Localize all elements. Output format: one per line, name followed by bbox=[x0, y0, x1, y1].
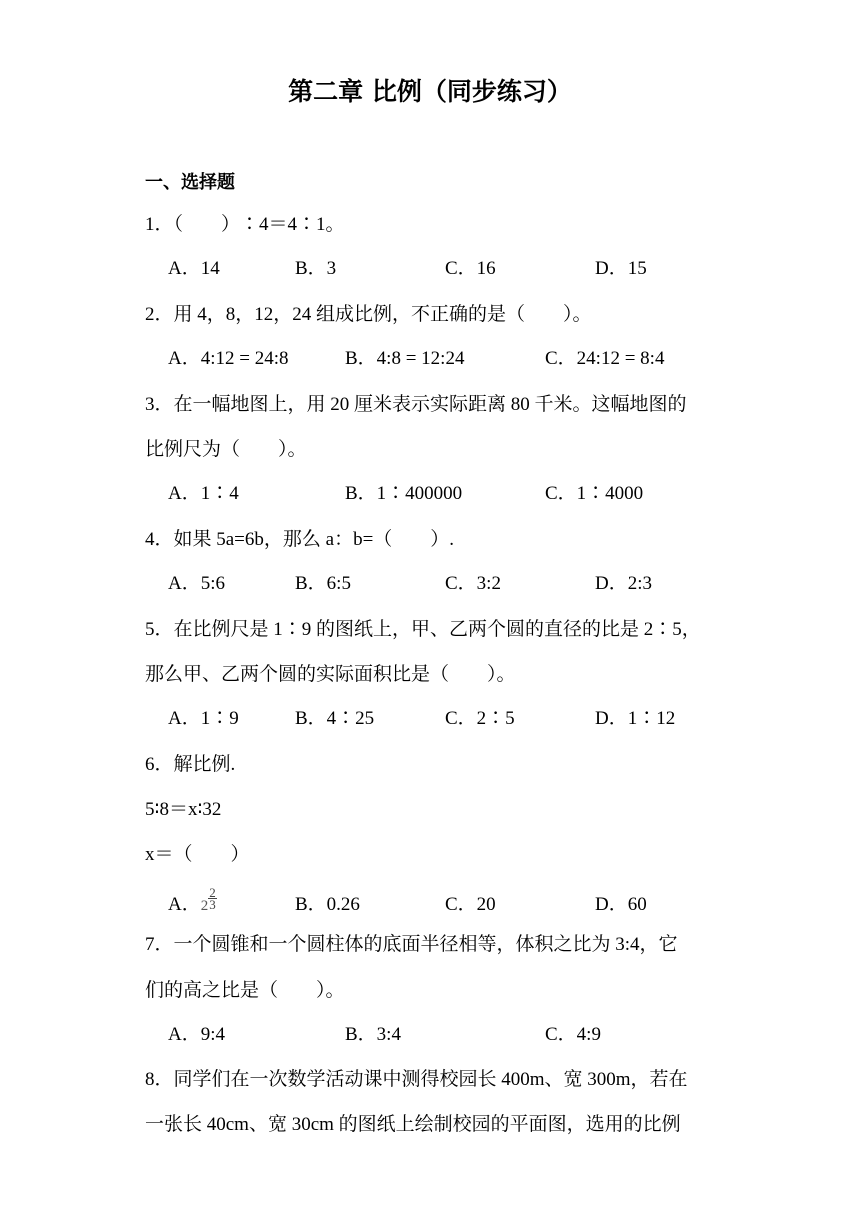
q2-option-a[interactable]: A．4:12 = 24:8 bbox=[168, 348, 289, 369]
q1-option-d[interactable]: D．15 bbox=[595, 258, 647, 279]
q6-option-a-mixed-number: 2 $\frac{2}{3}$ bbox=[200, 885, 216, 914]
q3-option-b[interactable]: B．1∶400000 bbox=[345, 483, 463, 504]
question-6-stem: 6．解比例. bbox=[145, 754, 236, 775]
question-4-stem: 4．如果 5a=6b，那么 a：b=（ ）. bbox=[145, 529, 455, 550]
question-3-stem-line-1: 3．在一幅地图上，用 20 厘米表示实际距离 80 千米。这幅地图的 bbox=[145, 394, 687, 415]
q3-option-a[interactable]: A．1∶4 bbox=[168, 483, 239, 504]
q5-option-d[interactable]: D．1∶12 bbox=[595, 708, 676, 729]
q7-option-a[interactable]: A．9:4 bbox=[168, 1024, 226, 1045]
q5-option-b[interactable]: B．4∶25 bbox=[295, 708, 375, 729]
question-6-answer-blank: x＝（ ） bbox=[145, 844, 250, 865]
q1-option-c[interactable]: C．16 bbox=[445, 258, 496, 279]
q7-option-b[interactable]: B．3:4 bbox=[345, 1024, 401, 1045]
q2-option-c[interactable]: C．24:12 = 8:4 bbox=[545, 348, 665, 369]
q6-option-c[interactable]: C．20 bbox=[445, 894, 496, 915]
question-5-stem-line-1: 5．在比例尺是 1∶9 的图纸上，甲、乙两个圆的直径的比是 2∶5， bbox=[145, 619, 701, 640]
q4-option-d[interactable]: D．2:3 bbox=[595, 573, 653, 594]
question-6-equation: 5∶8＝x∶32 bbox=[145, 799, 222, 820]
q6-option-d[interactable]: D．60 bbox=[595, 894, 647, 915]
question-8-stem-line-2: 一张长 40cm、宽 30cm 的图纸上绘制校园的平面图，选用的比例 bbox=[145, 1114, 681, 1135]
question-2-stem: 2．用 4，8，12，24 组成比例，不正确的是（ ）。 bbox=[145, 304, 592, 325]
page-title: 第二章 比例（同步练习） bbox=[288, 77, 572, 106]
question-3-stem-line-2: 比例尺为（ ）。 bbox=[145, 439, 307, 460]
question-7-stem-line-1: 7．一个圆锥和一个圆柱体的底面半径相等，体积之比为 3:4，它 bbox=[145, 934, 678, 955]
q7-option-c[interactable]: C．4:9 bbox=[545, 1024, 601, 1045]
q6-option-a[interactable] bbox=[168, 885, 217, 918]
question-5-stem-line-2: 那么甲、乙两个圆的实际面积比是（ ）。 bbox=[145, 664, 516, 685]
q6-option-a-prefix: A． bbox=[168, 894, 201, 915]
question-8-stem-line-1: 8．同学们在一次数学活动课中测得校园长 400m、宽 300m，若在 bbox=[145, 1069, 688, 1090]
question-7-stem-line-2: 们的高之比是（ ）。 bbox=[145, 980, 345, 1001]
q4-option-b[interactable]: B．6:5 bbox=[295, 573, 351, 594]
q6-option-b[interactable]: B．0.26 bbox=[295, 894, 360, 915]
q5-option-c[interactable]: C．2∶5 bbox=[445, 708, 515, 729]
q5-option-a[interactable]: A．1∶9 bbox=[168, 708, 239, 729]
q4-option-a[interactable]: A．5:6 bbox=[168, 573, 226, 594]
question-1-stem: 1．（ ）∶4＝4∶1。 bbox=[145, 214, 345, 235]
q2-option-b[interactable]: B．4:8 = 12:24 bbox=[345, 348, 465, 369]
q4-option-c[interactable]: C．3:2 bbox=[445, 573, 501, 594]
q1-option-b[interactable]: B．3 bbox=[295, 258, 337, 279]
q1-option-a[interactable]: A．14 bbox=[168, 258, 220, 279]
q3-option-c[interactable]: C．1∶4000 bbox=[545, 483, 644, 504]
section-heading: 一、选择题 bbox=[145, 172, 235, 193]
